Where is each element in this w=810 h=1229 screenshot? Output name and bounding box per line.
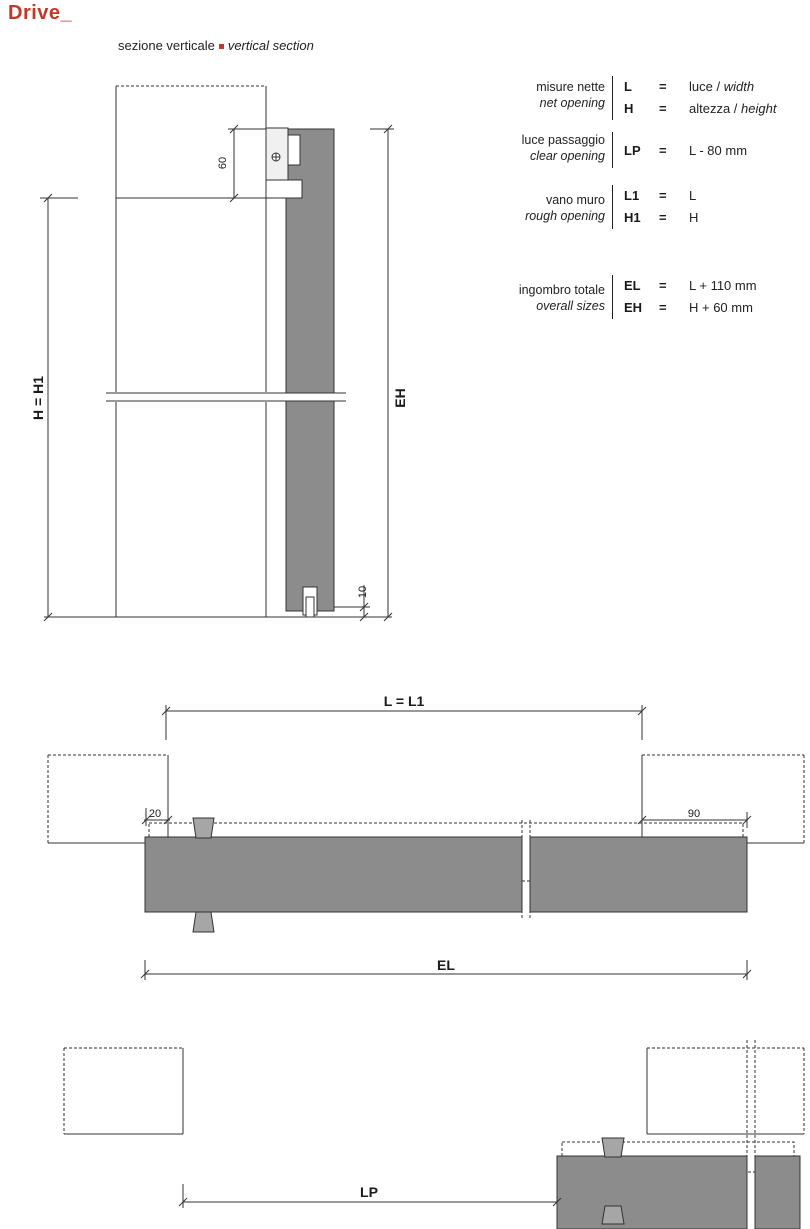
legend-symbol: L1 <box>624 188 640 203</box>
legend-equals: = <box>659 300 667 315</box>
legend-symbol: EH <box>624 300 643 315</box>
dimension-label-20: 20 <box>148 808 162 820</box>
plan-view-closed <box>48 705 804 980</box>
legend-symbol: LP <box>624 143 641 158</box>
legend-value-en: width <box>723 79 755 94</box>
dimension-label-90: 90 <box>687 808 701 820</box>
legend-symbol: EL <box>624 278 641 293</box>
legend-value: altezza / <box>689 101 738 116</box>
legend-value-en: height <box>741 101 777 116</box>
door-panel-left <box>557 1156 747 1229</box>
legend-equals: = <box>659 79 667 94</box>
door-panel-left <box>145 837 522 912</box>
legend-label-it: ingombro totale <box>518 283 605 297</box>
handle-bottom-icon <box>193 912 214 932</box>
dimension-label-el: EL <box>437 957 455 973</box>
legend-label-en: clear opening <box>529 149 605 163</box>
dimension-label-lp: LP <box>360 1184 378 1200</box>
door-panel-right <box>755 1156 800 1229</box>
legend-value: L + 110 mm <box>689 278 757 293</box>
brand-logo: Drive_ <box>8 2 73 24</box>
dimension-label-h: H = H1 <box>30 376 46 420</box>
door-panel-lower <box>286 401 334 611</box>
handle-top-icon <box>193 818 214 838</box>
legend-label-it: vano muro <box>545 193 605 207</box>
legend-value: L <box>689 188 697 203</box>
legend-equals: = <box>659 278 667 293</box>
door-panel-upper <box>286 129 334 393</box>
legend-equals: = <box>659 210 667 225</box>
legend-label-it: luce passaggio <box>521 133 605 147</box>
legend-symbol: L <box>624 79 632 94</box>
legend-label-en: rough opening <box>525 209 605 223</box>
legend-value: H + 60 mm <box>689 300 753 315</box>
legend-label-en: overall sizes <box>536 299 605 313</box>
top-carriage <box>288 135 300 165</box>
handle-top-icon <box>602 1138 624 1157</box>
handle-bottom-icon <box>602 1206 624 1224</box>
legend-equals: = <box>659 101 667 116</box>
legend-symbol: H <box>624 101 634 116</box>
legend-label-en: net opening <box>539 96 605 110</box>
dimension-label-60: 60 <box>217 156 229 170</box>
door-panel-right <box>530 837 747 912</box>
legend-label-it: misure nette <box>536 80 605 94</box>
legend-value: H <box>689 210 699 225</box>
floor-guide-pin <box>306 597 314 617</box>
dimension-label-eh: EH <box>392 388 408 408</box>
plan-view-open <box>64 1040 804 1229</box>
dimension-label-10: 10 <box>357 585 369 599</box>
dimension-label-l: L = L1 <box>383 693 425 709</box>
legend-symbol: H1 <box>624 210 641 225</box>
section-title-it: sezione verticale <box>118 38 215 53</box>
top-guide-profile <box>266 180 302 198</box>
legend-equals: = <box>659 143 667 158</box>
legend-equals: = <box>659 188 667 203</box>
section-title-en: vertical section <box>227 38 314 53</box>
legend-value: L - 80 mm <box>689 143 748 158</box>
legend-value: luce / <box>689 79 721 94</box>
